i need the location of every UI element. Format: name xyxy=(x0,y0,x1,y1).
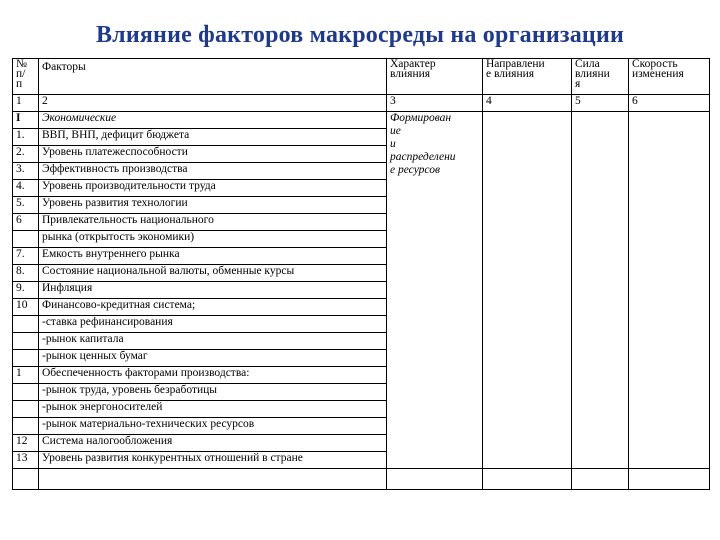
header-strength: Сила влияни я xyxy=(572,59,629,95)
character-cell: Формирован ие и распределени е ресурсов xyxy=(387,112,483,469)
row-number xyxy=(13,350,39,367)
page-title: Влияние факторов макросреды на организации xyxy=(95,22,625,48)
row-number: 8. xyxy=(13,265,39,282)
empty-cell xyxy=(39,469,387,490)
row-number xyxy=(13,333,39,350)
speed-cell xyxy=(629,112,710,469)
row-factor: Уровень платежеспособности xyxy=(39,146,387,163)
row-factor: Емкость внутреннего рынка xyxy=(39,248,387,265)
row-number: 2. xyxy=(13,146,39,163)
row-factor: Привлекательность национального xyxy=(39,214,387,231)
empty-cell xyxy=(572,469,629,490)
empty-cell xyxy=(483,469,572,490)
direction-cell xyxy=(483,112,572,469)
col-number-6: 6 xyxy=(629,95,710,112)
row-factor: Финансово-кредитная система; xyxy=(39,299,387,316)
strength-cell xyxy=(572,112,629,469)
section-row xyxy=(13,112,710,129)
header-row xyxy=(13,59,710,95)
header-factors: Факторы xyxy=(39,59,387,95)
row-factor: -ставка рефинансирования xyxy=(39,316,387,333)
row-number: 12 xyxy=(13,435,39,452)
col-number-2: 2 xyxy=(39,95,387,112)
row-number: 1. xyxy=(13,129,39,146)
row-factor: -рынок капитала xyxy=(39,333,387,350)
row-number xyxy=(13,231,39,248)
row-number: 10 xyxy=(13,299,39,316)
row-factor: ВВП, ВНП, дефицит бюджета xyxy=(39,129,387,146)
row-number xyxy=(13,401,39,418)
col-number-4: 4 xyxy=(483,95,572,112)
row-factor: -рынок труда, уровень безработицы xyxy=(39,384,387,401)
factors-table xyxy=(12,58,710,490)
row-factor: -рынок ценных бумаг xyxy=(39,350,387,367)
empty-row xyxy=(13,469,710,490)
column-numbers-row xyxy=(13,95,710,112)
row-factor: Уровень производительности труда xyxy=(39,180,387,197)
row-factor: Уровень развития конкурентных отношений в стране xyxy=(39,452,387,469)
row-factor: Уровень развития технологии xyxy=(39,197,387,214)
row-number: 6 xyxy=(13,214,39,231)
row-number xyxy=(13,384,39,401)
col-number-1: 1 xyxy=(13,95,39,112)
row-number xyxy=(13,316,39,333)
row-factor: Обеспеченность факторами производства: xyxy=(39,367,387,384)
row-factor: рынка (открытость экономики) xyxy=(39,231,387,248)
header-direction: Направлени е влияния xyxy=(483,59,572,95)
row-number: 7. xyxy=(13,248,39,265)
col-number-5: 5 xyxy=(572,95,629,112)
row-number: 13 xyxy=(13,452,39,469)
empty-cell xyxy=(387,469,483,490)
row-number xyxy=(13,418,39,435)
row-number: 1 xyxy=(13,367,39,384)
section-label: Экономические xyxy=(39,112,387,129)
row-number: 9. xyxy=(13,282,39,299)
row-number: 3. xyxy=(13,163,39,180)
empty-cell xyxy=(629,469,710,490)
row-factor: Состояние национальной валюты, обменные курсы xyxy=(39,265,387,282)
empty-cell xyxy=(13,469,39,490)
header-num: № п/ п xyxy=(13,59,39,95)
section-num: I xyxy=(13,112,39,129)
col-number-3: 3 xyxy=(387,95,483,112)
row-factor: -рынок материально-технических ресурсов xyxy=(39,418,387,435)
header-speed: Скорость изменения xyxy=(629,59,710,95)
row-number: 5. xyxy=(13,197,39,214)
row-factor: Система налогообложения xyxy=(39,435,387,452)
row-factor: -рынок энергоносителей xyxy=(39,401,387,418)
header-character: Характер влияния xyxy=(387,59,483,95)
row-factor: Эффективность производства xyxy=(39,163,387,180)
row-number: 4. xyxy=(13,180,39,197)
row-factor: Инфляция xyxy=(39,282,387,299)
